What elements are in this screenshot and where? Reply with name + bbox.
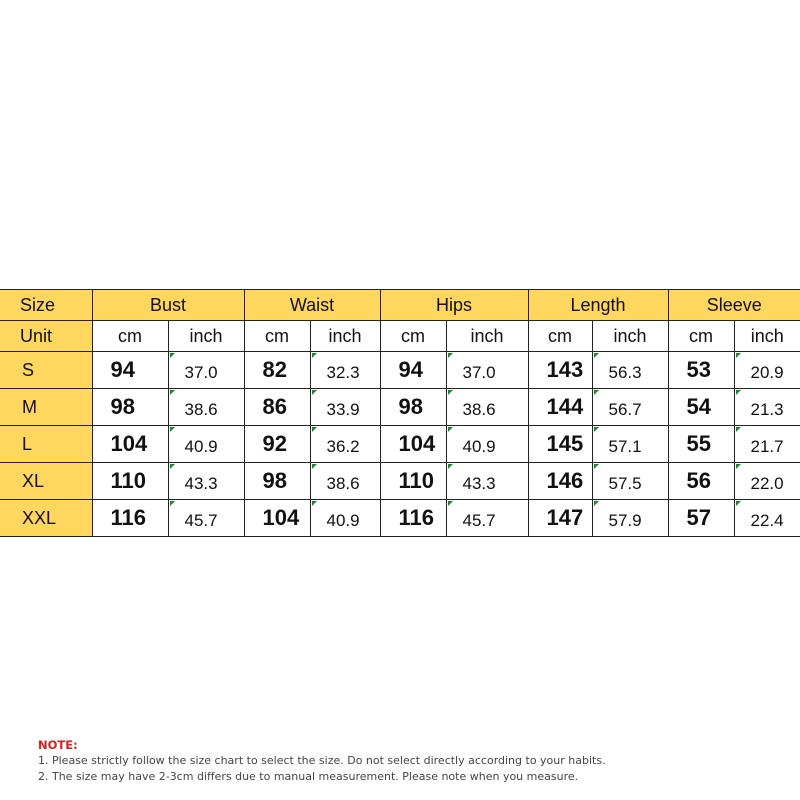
unit-inch: inch (310, 321, 380, 352)
waist-cm: 104 (244, 500, 310, 537)
table-row (0, 500, 800, 537)
bust-cm: 104 (92, 426, 168, 463)
size-code: XL (0, 463, 92, 500)
length-inch: 56.7 (592, 389, 668, 426)
length-inch: 56.3 (592, 352, 668, 389)
bust-cm: 116 (92, 500, 168, 537)
waist-inch: 32.3 (310, 352, 380, 389)
unit-cm: cm (380, 321, 446, 352)
sleeve-cm: 55 (668, 426, 734, 463)
length-cm: 146 (528, 463, 592, 500)
sleeve-inch: 21.3 (734, 389, 800, 426)
hips-inch: 38.6 (446, 389, 528, 426)
hips-cm: 110 (380, 463, 446, 500)
header-row (0, 290, 800, 321)
unit-label: Unit (0, 321, 92, 352)
waist-cm: 82 (244, 352, 310, 389)
hips-header: Hips (380, 290, 528, 321)
hips-inch: 45.7 (446, 500, 528, 537)
sleeve-cm: 56 (668, 463, 734, 500)
waist-inch: 38.6 (310, 463, 380, 500)
unit-row (0, 321, 800, 352)
hips-inch: 40.9 (446, 426, 528, 463)
table-row (0, 426, 800, 463)
sleeve-cm: 54 (668, 389, 734, 426)
unit-cm: cm (528, 321, 592, 352)
size-code: L (0, 426, 92, 463)
bust-inch: 43.3 (168, 463, 244, 500)
note-line: 2. The size may have 2-3cm differs due to manual measurement. Please note when you measure. (38, 770, 579, 783)
table-row (0, 463, 800, 500)
bust-inch: 37.0 (168, 352, 244, 389)
size-chart-table (0, 289, 800, 537)
length-inch: 57.5 (592, 463, 668, 500)
sleeve-inch: 22.0 (734, 463, 800, 500)
length-cm: 143 (528, 352, 592, 389)
sleeve-cm: 53 (668, 352, 734, 389)
unit-cm: cm (244, 321, 310, 352)
sleeve-inch: 22.4 (734, 500, 800, 537)
size-header: Size (0, 290, 92, 321)
length-cm: 144 (528, 389, 592, 426)
unit-inch: inch (446, 321, 528, 352)
bust-cm: 98 (92, 389, 168, 426)
waist-header: Waist (244, 290, 380, 321)
size-code: S (0, 352, 92, 389)
length-inch: 57.1 (592, 426, 668, 463)
unit-inch: inch (734, 321, 800, 352)
length-header: Length (528, 290, 668, 321)
unit-inch: inch (168, 321, 244, 352)
bust-inch: 38.6 (168, 389, 244, 426)
note-block (38, 737, 778, 785)
bust-inch: 45.7 (168, 500, 244, 537)
sleeve-inch: 21.7 (734, 426, 800, 463)
hips-cm: 116 (380, 500, 446, 537)
hips-inch: 43.3 (446, 463, 528, 500)
bust-inch: 40.9 (168, 426, 244, 463)
waist-cm: 86 (244, 389, 310, 426)
length-cm: 145 (528, 426, 592, 463)
sleeve-header: Sleeve (668, 290, 800, 321)
unit-cm: cm (668, 321, 734, 352)
sleeve-inch: 20.9 (734, 352, 800, 389)
waist-cm: 92 (244, 426, 310, 463)
hips-cm: 104 (380, 426, 446, 463)
waist-inch: 33.9 (310, 389, 380, 426)
unit-cm: cm (92, 321, 168, 352)
hips-cm: 94 (380, 352, 446, 389)
table-row (0, 389, 800, 426)
unit-inch: inch (592, 321, 668, 352)
waist-cm: 98 (244, 463, 310, 500)
waist-inch: 36.2 (310, 426, 380, 463)
hips-inch: 37.0 (446, 352, 528, 389)
table-row (0, 352, 800, 389)
bust-cm: 110 (92, 463, 168, 500)
hips-cm: 98 (380, 389, 446, 426)
size-code: XXL (0, 500, 92, 537)
length-cm: 147 (528, 500, 592, 537)
length-inch: 57.9 (592, 500, 668, 537)
bust-header: Bust (92, 290, 244, 321)
sleeve-cm: 57 (668, 500, 734, 537)
note-title: NOTE: (38, 738, 78, 752)
size-code: M (0, 389, 92, 426)
bust-cm: 94 (92, 352, 168, 389)
note-line: 1. Please strictly follow the size chart to select the size. Do not select directly according to your habits. (38, 754, 606, 767)
waist-inch: 40.9 (310, 500, 380, 537)
